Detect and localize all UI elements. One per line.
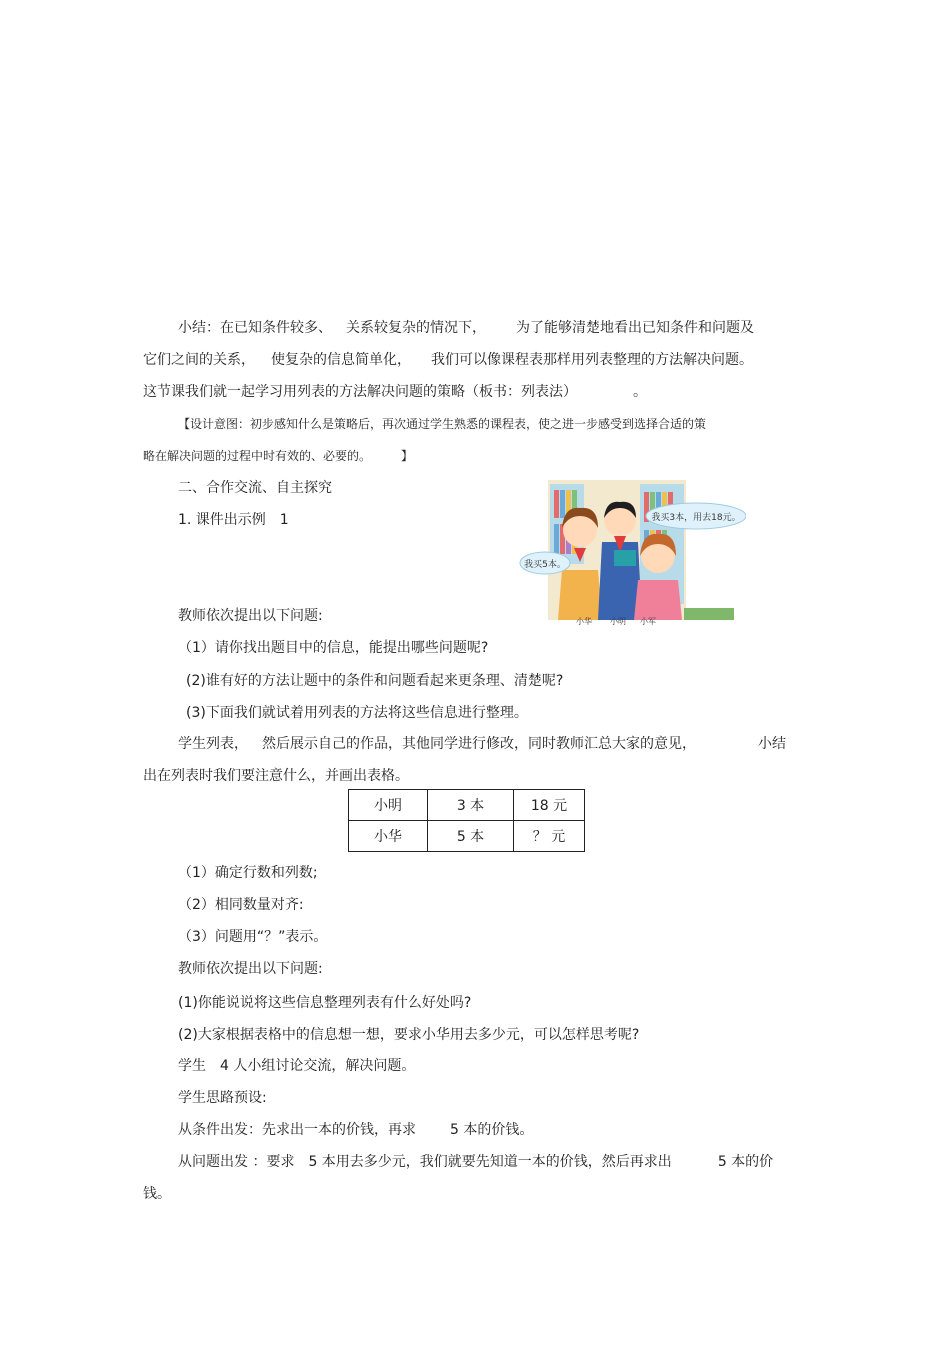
summary-line-3 [143, 382, 647, 402]
student-table-line-2: 出在列表时我们要注意什么，并画出表格。 [143, 768, 409, 784]
design-intent-line-1: 【设计意图：初步感知什么是策略后，再次通过学生熟悉的课程表，使之进一步感受到选择合适的策 [178, 417, 707, 431]
table-cell: 3 本 [428, 790, 514, 821]
design-intent-text: 】 [401, 449, 414, 463]
illustration-svg [518, 470, 746, 630]
summary-line-1 [178, 318, 754, 338]
questions-intro-1: 教师依次提出以下问题: [178, 608, 323, 624]
table-cell: 小华 [349, 821, 428, 852]
note-2: （2）相同数量对齐: [178, 897, 304, 913]
example-label: 1. 课件出示例 1 [178, 512, 289, 528]
question-1-1: （1）请你找出题目中的信息，能提出哪些问题呢? [178, 640, 489, 656]
example-illustration [518, 470, 746, 630]
illustration-name-1: 小华 [576, 617, 592, 626]
question-2-2: (2)大家根据表格中的信息想一想，要求小华用去多少元，可以怎样思考呢? [178, 1027, 640, 1043]
preset-label: 学生思路预设: [178, 1090, 267, 1106]
illustration-name-2: 小明 [610, 617, 626, 626]
student-table-text: 然后展示自己的作品，其他同学进行修改，同时教师汇总大家的意见， [262, 736, 696, 752]
note-3: （3）问题用“？”表示。 [178, 929, 328, 945]
discussion-line: 学生 4 人小组讨论交流，解决问题。 [178, 1058, 416, 1074]
problem-text: 从问题出发 ：要求 5 本用去多少元，我们就要先知道一本的价钱，然后再求出 [178, 1154, 672, 1170]
table-row [349, 821, 585, 852]
summary-text: 关系较复杂的情况下， [346, 320, 486, 336]
question-2-1: (1)你能说说将这些信息整理列表有什么好处吗? [178, 995, 472, 1011]
summary-text: 。 [633, 384, 647, 400]
questions-intro-2: 教师依次提出以下问题: [178, 961, 323, 977]
problem-approach-line-2: 钱。 [143, 1186, 171, 1202]
bubble-left-text: 我买5本。 [524, 560, 566, 570]
table-cell: 5 本 [428, 821, 514, 852]
table-cell: 小明 [349, 790, 428, 821]
summary-text: 小结：在已知条件较多、 [178, 320, 332, 336]
problem-approach-line-1 [178, 1152, 773, 1172]
bubble-right-text: 我买3本，用去18元。 [651, 513, 741, 523]
condition-text: 从条件出发：先求出一本的价钱，再求 [178, 1122, 416, 1138]
table-cell: 18 元 [514, 790, 585, 821]
child-xiaoming-figure [598, 502, 642, 620]
table-cell: ？ 元 [514, 821, 585, 852]
summary-text: 使复杂的信息简单化， [271, 352, 411, 368]
question-1-2: (2)谁有好的方法让题中的条件和问题看起来更条理、清楚呢? [186, 673, 564, 689]
table-row [349, 790, 585, 821]
design-intent-line-2 [143, 446, 413, 466]
student-table-line-1 [178, 734, 786, 754]
student-table-text: 学生列表， [178, 736, 248, 752]
summary-text: 这节课我们就一起学习用列表的方法解决问题的策略（板书：列表法） [143, 384, 577, 400]
condition-approach [178, 1120, 533, 1140]
note-1: （1）确定行数和列数; [178, 865, 318, 881]
condition-text: 5 本的价钱。 [450, 1122, 534, 1138]
student-table-text: 小结 [758, 736, 786, 752]
problem-text: 5 本的价 [717, 1154, 774, 1170]
design-intent-text: 略在解决问题的过程中时有效的、必要的。 [143, 449, 372, 463]
section-heading: 二、合作交流、自主探究 [178, 480, 332, 496]
summary-text: 它们之间的关系， [143, 352, 255, 368]
summary-text: 为了能够清楚地看出已知条件和问题及 [516, 320, 754, 336]
summary-line-2 [143, 350, 753, 370]
speech-bubble-left [520, 552, 570, 574]
illustration-name-3: 小军 [640, 617, 656, 626]
speech-bubble-right [646, 503, 746, 529]
info-table [348, 789, 585, 852]
summary-text: 我们可以像课程表那样用列表整理的方法解决问题。 [431, 352, 753, 368]
question-1-3: (3)下面我们就试着用列表的方法将这些信息进行整理。 [186, 705, 528, 721]
